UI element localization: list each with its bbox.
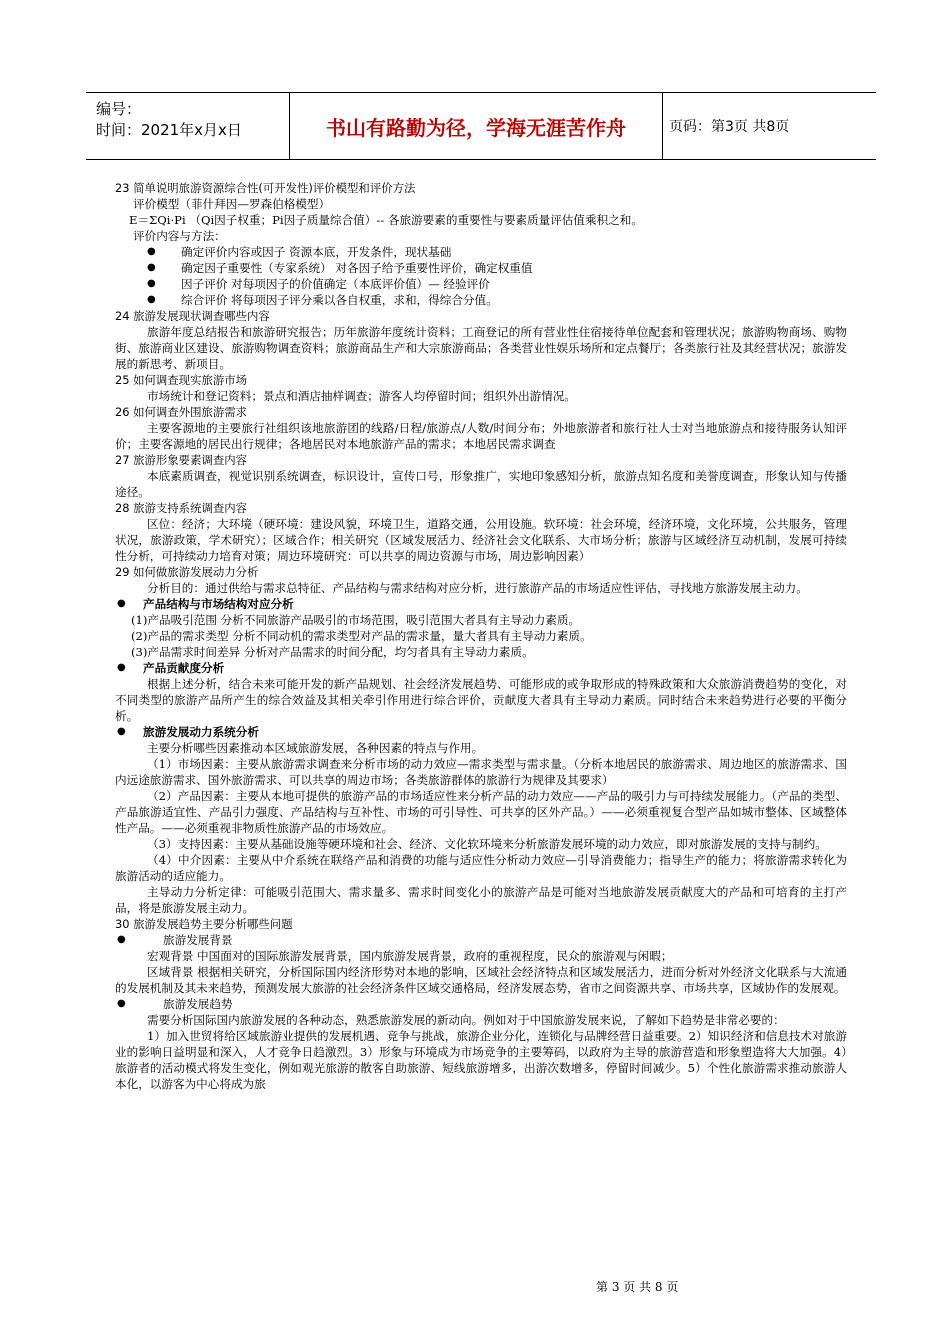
section-heading: 27 旅游形象要素调查内容	[115, 453, 248, 467]
paragraph: （1）市场因素：主要从旅游需求调查来分析市场的动力效应—需求类型与需求量。（分析本地居民的旅游需求、周边地区的旅游需求、国内远途旅游需求、国外旅游需求、可以共享的周边市场；各类旅游群体的旅游行为规律及其要求）	[115, 757, 847, 787]
list-item: (1)产品吸引范围 分析不同旅游产品吸引的市场范围，吸引范围大者具有主导动力素质。	[131, 613, 581, 627]
paragraph: 市场统计和登记资料；景点和酒店抽样调查；游客人均停留时间；组织外出游情况。	[147, 389, 576, 403]
paragraph: 旅游年度总结报告和旅游研究报告；历年旅游年度统计资料；工商登记的所有营业性住宿接待单位配套和管理状况；旅游购物商场、购物街、旅游商业区建设、旅游购物调查资料；旅游商品生产和大宗旅游商品；各类营业性娱乐场所和定点餐厅；各类旅行社及其经营状况；旅游发展的新思考、新项目。	[115, 325, 847, 371]
section-heading: 29 如何做旅游发展动力分析	[115, 565, 259, 579]
paragraph: 宏观背景 中国面对的国际旅游发展背景，国内旅游发展背景，政府的重视程度，民众的旅游观与闲暇；	[147, 949, 673, 963]
paragraph: 主导动力分析定律：可能吸引范围大、需求量多、需求时间变化小的旅游产品是可能对当地旅游发展贡献度大的产品和可培育的主打产品，将是旅游发展主动力。	[115, 885, 847, 915]
document-body	[115, 180, 847, 1092]
paragraph: （2）产品因素：主要从本地可提供的旅游产品的市场适应性来分析产品的动力效应——产品的吸引力与可持续发展能力。（产品的类型、产品旅游适宜性、产品引力强度、产品结构与互补性、市场的可引导性、可共享的区外产品。）——必须重视复合型产品如城市整体、区域整体性产品。——必须重视非物质性旅游产品的市场效应。	[115, 789, 847, 835]
list-item: ● 综合评价 将每项因子评分乘以各自权重，求和，得综合分值。	[115, 292, 847, 308]
paragraph: 主要客源地的主要旅行社组织该地旅游团的线路/日程/旅游点/人数/时间分布；外地旅游者和旅行社人士对当地旅游点和接待服务认知评价；主要客源地的居民出行规律；各地居民对本地旅游产品的需求；本地居民需求调查	[115, 421, 847, 451]
formula: E＝ΣQi·Pi （Qi因子权重；Pi因子质量综合值）-- 各旅游要素的重要性与要素质量评估值乘积之和。	[129, 213, 643, 227]
section-heading: 28 旅游支持系统调查内容	[115, 501, 248, 515]
time-label: 时间：2021年x月x日	[96, 121, 242, 139]
page-info: 页码：第3页 共8页	[669, 119, 790, 135]
list-item: ● 确定因子重要性（专家系统） 对各因子给予重要性评价，确定权重值	[115, 260, 847, 276]
section-heading: 30 旅游发展趋势主要分析哪些问题	[115, 917, 293, 931]
motto: 书山有路勤为径，学海无涯苦作舟	[289, 93, 663, 159]
section-heading: 25 如何调查现实旅游市场	[115, 373, 248, 387]
paragraph: 区位：经济；大环境（硬环境：建设风貌，环境卫生，道路交通，公用设施。软环境：社会环境，经济环境，文化环境，公共服务，管理状况，旅游政策，学术研究）；区域合作；相关研究（区域发展活力、经济社会文化联系、大市场分析；旅游与区域经济互动机制，发展可持续性分析，可持续动力培育对策；周边环境研究：可以共享的周边资源与市场，周边影响因素）	[115, 517, 847, 563]
list-item: (3)产品需求时间差异 分析对产品需求的时间分配，均匀者具有主导动力素质。	[131, 645, 534, 659]
section-heading: 23 简单说明旅游资源综合性(可开发性)评价模型和评价方法	[115, 181, 416, 195]
paragraph: 根据上述分析，结合未来可能开发的新产品规划、社会经济发展趋势、可能形成的或争取形成的特殊政策和大众旅游消费趋势的变化，对不同类型的旅游产品所产生的综合效益及其相关牵引作用进行综合评价，贡献度大者具有主导动力素质。同时结合未来趋势进行必要的平衡分析。	[115, 677, 847, 723]
header-meta	[96, 99, 242, 141]
subsection-heading: ● 产品贡献度分析	[115, 660, 847, 676]
paragraph: 分析目的：通过供给与需求总特征、产品结构与需求结构对应分析，进行旅游产品的市场适应性评估，寻找地方旅游发展主动力。	[147, 581, 808, 595]
subsection-heading: ● 产品结构与市场结构对应分析	[115, 596, 847, 612]
list-item: ● 因子评价 对每项因子的价值确定（本底评价值）— 经验评价	[115, 276, 847, 292]
paragraph: 区域背景 根据相关研究，分析国际国内经济形势对本地的影响，区域社会经济特点和区域发展活力，进而分析对外经济文化联系与大流通的发展机制及其未来趋势，预测发展大旅游的社会经济条件区域交通格局，经济发展态势，省市之间资源共享、市场共享，区域协作的发展观。	[115, 965, 847, 995]
paragraph: 需要分析国际国内旅游发展的各种动态，熟悉旅游发展的新动向。例如对于中国旅游发展来说，了解如下趋势是非常必要的：	[147, 1013, 785, 1027]
paragraph: 本底素质调查，视觉识别系统调查，标识设计，宣传口号，形象推广，实地印象感知分析，旅游点知名度和美誉度调查，形象认知与传播途径。	[115, 469, 847, 499]
page-footer: 第 3 页 共 8 页	[596, 1280, 679, 1294]
page-header	[86, 92, 876, 160]
subsection-heading: ● 旅游发展动力系统分析	[115, 724, 847, 740]
subsection-heading: ● 旅游发展背景	[115, 932, 847, 948]
list-item: ● 确定评价内容或因子 资源本底，开发条件，现状基础	[115, 244, 847, 260]
paragraph: 1）加入世贸将给区域旅游业提供的发展机遇、竞争与挑战，旅游企业分化，连锁化与品牌经营日益重要。2）知识经济和信息技术对旅游业的影响日益明显和深入，人才竞争日趋激烈。3）形象与环境成为市场竞争的主要筹码，以政府为主导的旅游营造和形象塑造将大大加强。4）旅游者的活动模式将发生变化，例如观光旅游的散客自助旅游、短线旅游增多，出游次数增多，停留时间减少。5）个性化旅游需求推动旅游人本化，以游客为中心将成为旅	[115, 1029, 847, 1091]
code-label: 编号：	[96, 100, 142, 118]
paragraph: 评价内容与方法：	[133, 229, 226, 243]
subsection-heading: ● 旅游发展趋势	[115, 996, 847, 1012]
paragraph: 主要分析哪些因素推动本区域旅游发展，各种因素的特点与作用。	[147, 741, 484, 755]
section-heading: 24 旅游发展现状调查哪些内容	[115, 309, 270, 323]
paragraph: （3）支持因素：主要从基础设施等硬环境和社会、经济、文化软环境来分析旅游发展环境的动力效应，即对旅游发展的支持与制约。	[147, 837, 827, 851]
list-item: (2)产品的需求类型 分析不同动机的需求类型对产品的需求量，量大者具有主导动力素质。	[131, 629, 592, 643]
section-heading: 26 如何调查外围旅游需求	[115, 405, 248, 419]
paragraph: 评价模型（菲什拜因—罗森伯格模型）	[133, 197, 331, 211]
paragraph: （4）中介因素：主要从中介系统在联络产品和消费的功能与适应性分析动力效应—引导消费能力；指导生产的能力；将旅游需求转化为旅游活动的适应能力。	[115, 853, 847, 883]
